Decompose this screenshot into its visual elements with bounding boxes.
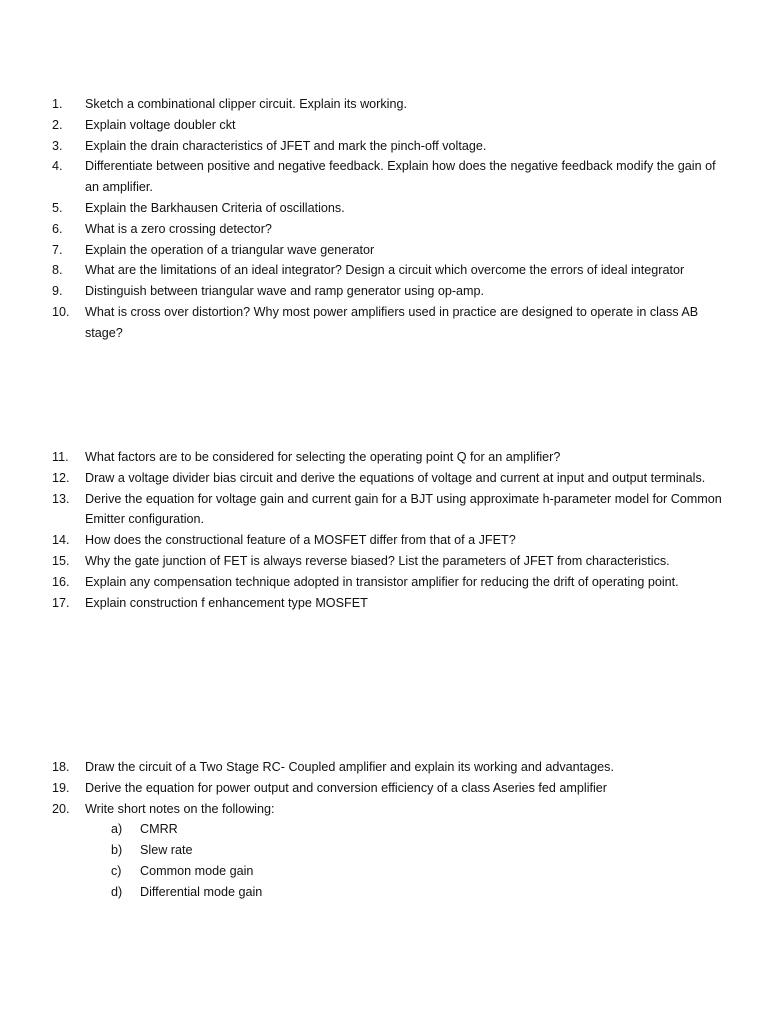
- question-group-3: [52, 757, 728, 903]
- question-text: Draw the circuit of a Two Stage RC- Coupled amplifier and explain its working and advantages.: [85, 760, 614, 774]
- question-number: 1.: [52, 97, 63, 111]
- question-4: [52, 156, 728, 198]
- sub-item-d: [111, 882, 728, 903]
- question-number: 10.: [52, 304, 70, 319]
- question-text: What factors are to be considered for selecting the operating point Q for an amplifier?: [85, 450, 561, 464]
- question-text: Derive the equation for voltage gain and current gain for a BJT using approximate h-parameter model for Common Emitter configuration.: [85, 491, 722, 527]
- question-14: [52, 530, 728, 551]
- question-9: [52, 281, 728, 302]
- question-10: [52, 302, 728, 344]
- question-text: Distinguish between triangular wave and ramp generator using op-amp.: [85, 284, 485, 299]
- question-group-1: [52, 94, 728, 344]
- sub-item-letter: a): [111, 822, 123, 837]
- question-text: Sketch a combinational clipper circuit. Explain its working.: [85, 97, 407, 111]
- question-text: How does the constructional feature of a MOSFET differ from that of a JFET?: [85, 533, 516, 548]
- question-number: 13.: [52, 491, 70, 506]
- sub-item-text: Differential mode gain: [140, 884, 263, 899]
- question-11: [52, 447, 728, 468]
- question-text: Explain the Barkhausen Criteria of oscillations.: [85, 200, 345, 215]
- sub-item-a: [111, 819, 728, 840]
- question-19: [52, 778, 728, 799]
- sub-item-letter: c): [111, 863, 122, 878]
- question-text: Explain construction f enhancement type MOSFET: [85, 595, 368, 610]
- question-text: What is cross over distortion? Why most power amplifiers used in practice are designed to operate in class AB stage?: [85, 304, 699, 340]
- sub-item-b: [111, 840, 728, 861]
- sub-item-text: Common mode gain: [140, 863, 254, 878]
- question-text: What are the limitations of an ideal integrator? Design a circuit which overcome the errors of ideal integrator: [85, 263, 685, 278]
- question-number: 8.: [52, 263, 63, 278]
- question-20: [52, 799, 728, 820]
- sub-item-text: CMRR: [140, 822, 178, 837]
- question-number: 18.: [52, 760, 70, 774]
- question-17: [52, 593, 728, 614]
- question-number: 3.: [52, 138, 63, 153]
- question-number: 7.: [52, 242, 63, 257]
- sub-item-text: Slew rate: [140, 843, 193, 858]
- question-number: 14.: [52, 533, 70, 548]
- question-16: [52, 572, 728, 593]
- question-text: Write short notes on the following:: [85, 801, 275, 816]
- question-text: Differentiate between positive and negative feedback. Explain how does the negative feedback modify the gain of an amplifier.: [85, 159, 716, 195]
- question-text: What is a zero crossing detector?: [85, 221, 272, 236]
- question-text: Explain any compensation technique adopted in transistor amplifier for reducing the drift of operating point.: [85, 574, 679, 589]
- question-text: Explain the drain characteristics of JFET and mark the pinch-off voltage.: [85, 138, 487, 153]
- question-3: [52, 136, 728, 157]
- question-number: 11.: [52, 450, 69, 464]
- question-number: 16.: [52, 574, 70, 589]
- question-text: Draw a voltage divider bias circuit and derive the equations of voltage and current at input and output terminals.: [85, 470, 706, 485]
- question-text: Derive the equation for power output and conversion efficiency of a class Aseries fed amplifier: [85, 780, 607, 795]
- question-number: 17.: [52, 595, 70, 610]
- question-2: [52, 115, 728, 136]
- question-12: [52, 468, 728, 489]
- question-15: [52, 551, 728, 572]
- question-text: Explain voltage doubler ckt: [85, 117, 236, 132]
- question-number: 20.: [52, 801, 70, 816]
- question-number: 15.: [52, 553, 70, 568]
- question-number: 12.: [52, 470, 70, 485]
- question-13: [52, 489, 728, 531]
- question-number: 9.: [52, 284, 63, 299]
- question-number: 6.: [52, 221, 63, 236]
- question-group-2: [52, 447, 728, 613]
- question-text: Why the gate junction of FET is always reverse biased? List the parameters of JFET from characteristics.: [85, 553, 670, 568]
- question-number: 19.: [52, 780, 70, 795]
- question-number: 4.: [52, 159, 63, 174]
- question-8: [52, 260, 728, 281]
- question-number: 2.: [52, 117, 63, 132]
- short-notes-list: [52, 819, 728, 902]
- question-18: [52, 757, 728, 778]
- question-7: [52, 240, 728, 261]
- sub-item-letter: d): [111, 884, 123, 899]
- sub-item-letter: b): [111, 843, 123, 858]
- question-5: [52, 198, 728, 219]
- sub-item-c: [111, 861, 728, 882]
- question-text: Explain the operation of a triangular wave generator: [85, 242, 375, 257]
- question-1: [52, 94, 728, 115]
- question-number: 5.: [52, 200, 63, 215]
- question-6: [52, 219, 728, 240]
